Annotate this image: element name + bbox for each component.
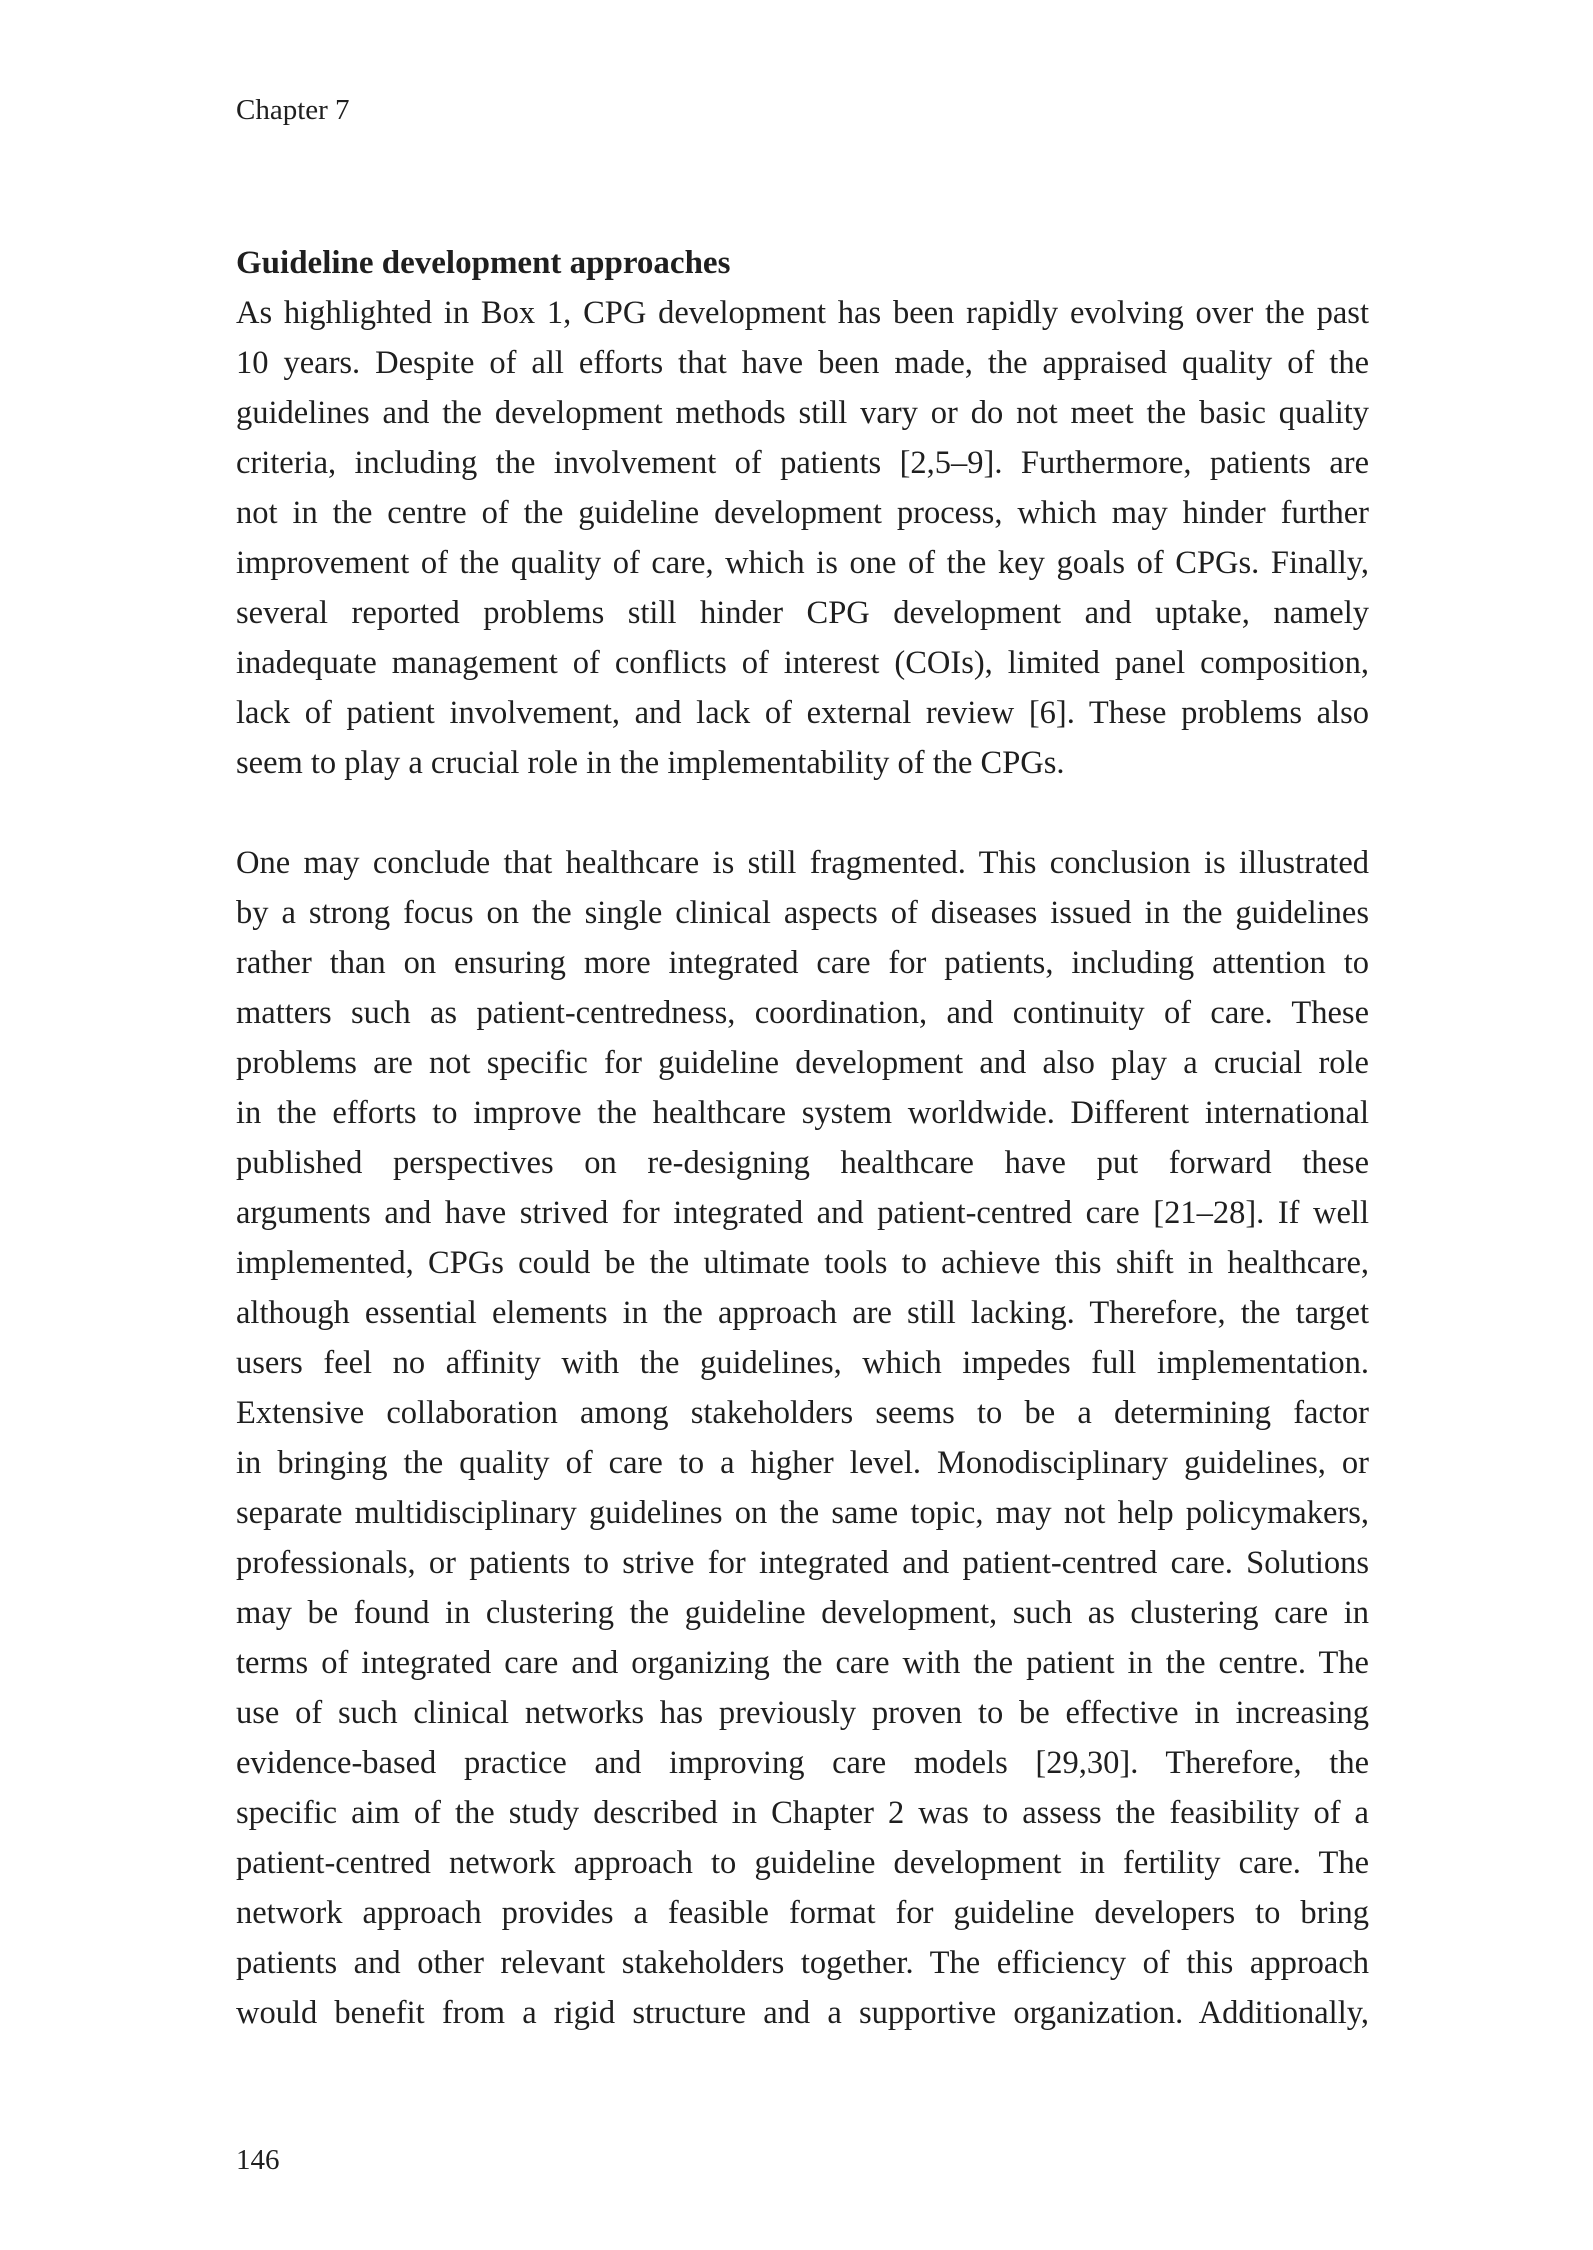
text-line: separate multidisciplinary guidelines on the same topic, may not help policymakers, [236,1495,1369,1531]
text-line: rather than on ensuring more integrated care for patients, including attention to [236,945,1369,981]
text-line: although essential elements in the approach are still lacking. Therefore, the target [236,1295,1369,1331]
text-line: seem to play a crucial role in the implementability of the CPGs. [236,745,1065,781]
text-line: would benefit from a rigid structure and a supportive organization. Additionally, [236,1995,1369,2031]
text-line: not in the centre of the guideline development process, which may hinder further [236,495,1369,531]
text-line: Extensive collaboration among stakeholders seems to be a determining factor [236,1395,1369,1431]
text-line: inadequate management of conflicts of interest (COIs), limited panel composition, [236,645,1369,681]
text-line: arguments and have strived for integrated and patient-centred care [21–28]. If well [236,1195,1369,1231]
text-line: professionals, or patients to strive for integrated and patient-centred care. Solutions [236,1545,1369,1581]
text-line: terms of integrated care and organizing the care with the patient in the centre. The [236,1645,1369,1681]
paragraph-1 [236,288,1369,788]
text-line: published perspectives on re-designing healthcare have put forward these [236,1145,1369,1181]
text-line: improvement of the quality of care, which is one of the key goals of CPGs. Finally, [236,545,1369,581]
section-heading: Guideline development approaches [236,245,731,281]
text-line: guidelines and the development methods still vary or do not meet the basic quality [236,395,1369,431]
text-line: evidence-based practice and improving care models [29,30]. Therefore, the [236,1745,1369,1781]
text-line: As highlighted in Box 1, CPG development has been rapidly evolving over the past [236,295,1369,331]
text-line: matters such as patient-centredness, coordination, and continuity of care. These [236,995,1369,1031]
text-line: lack of patient involvement, and lack of external review [6]. These problems also [236,695,1369,731]
paragraph-2 [236,838,1369,2038]
page-number: 146 [236,2144,280,2176]
text-line: in bringing the quality of care to a higher level. Monodisciplinary guidelines, or [236,1445,1369,1481]
paragraph-spacer [236,788,1369,838]
text-line: users feel no affinity with the guidelines, which impedes full implementation. [236,1345,1369,1381]
text-line: patients and other relevant stakeholders together. The efficiency of this approach [236,1945,1369,1981]
text-line: criteria, including the involvement of patients [2,5–9]. Furthermore, patients are [236,445,1369,481]
text-line: patient-centred network approach to guideline development in fertility care. The [236,1845,1369,1881]
main-content [236,238,1369,2038]
text-line: by a strong focus on the single clinical aspects of diseases issued in the guidelines [236,895,1369,931]
running-head: Chapter 7 [236,94,350,126]
text-line: several reported problems still hinder CPG development and uptake, namely [236,595,1369,631]
text-line: One may conclude that healthcare is still fragmented. This conclusion is illustrated [236,845,1369,881]
text-line: implemented, CPGs could be the ultimate tools to achieve this shift in healthcare, [236,1245,1369,1281]
text-line: problems are not specific for guideline development and also play a crucial role [236,1045,1369,1081]
text-line: use of such clinical networks has previously proven to be effective in increasing [236,1695,1369,1731]
text-line: specific aim of the study described in Chapter 2 was to assess the feasibility of a [236,1795,1369,1831]
text-line: may be found in clustering the guideline development, such as clustering care in [236,1595,1369,1631]
text-line: 10 years. Despite of all efforts that have been made, the appraised quality of the [236,345,1369,381]
text-line: network approach provides a feasible format for guideline developers to bring [236,1895,1369,1931]
text-line: in the efforts to improve the healthcare system worldwide. Different international [236,1095,1369,1131]
